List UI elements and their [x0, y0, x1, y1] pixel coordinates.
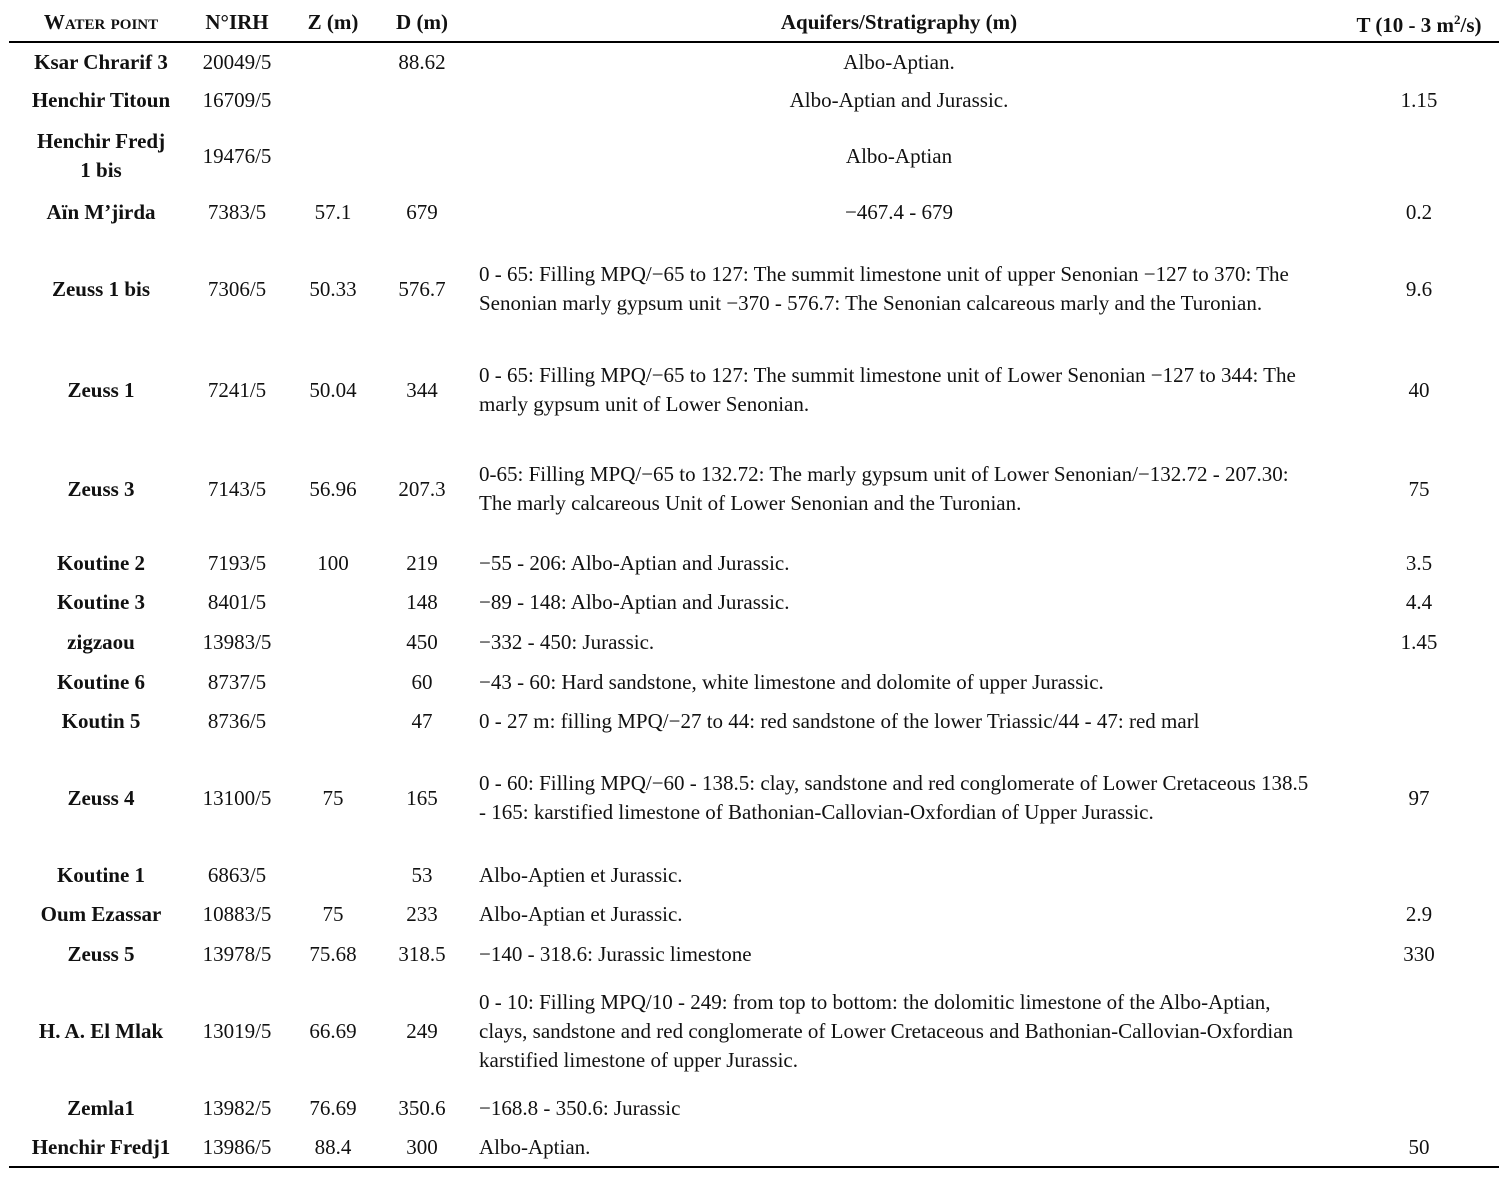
- aquifers-text: 0-65: Filling MPQ/−65 to 132.72: The marly gypsum unit of Lower Senonian/−132.72 - 207.30: The marly calcareous Unit of Lower Senonian and the Turonian.: [479, 462, 1289, 515]
- t-value: [1339, 120, 1499, 192]
- irh-number: 7306/5: [207, 276, 267, 301]
- aquifers-text: Albo-Aptian: [845, 143, 953, 168]
- d-value: 88.62: [398, 49, 446, 74]
- z-value: 50.04: [309, 377, 357, 402]
- table-row: [9, 1088, 1499, 1128]
- t-value: 3.5: [1405, 551, 1433, 575]
- table-row: [9, 934, 1499, 974]
- irh-number: 13982/5: [202, 1095, 272, 1120]
- irh-number: 7193/5: [207, 551, 267, 575]
- aquifers-text: 0 - 10: Filling MPQ/10 - 249: from top to bottom: the dolomitic limestone of the Albo-Aptian, clays, sandstone and red conglomerate of Lower Cretaceous and Bathonian-Callovian-Oxfordian karstified limestone of upper Jurassic.: [479, 989, 1294, 1072]
- water-point-name: Zeuss 5: [67, 941, 135, 966]
- t-value: 1.15: [1400, 88, 1438, 112]
- d-value: 233: [406, 902, 438, 926]
- aquifers-text: −43 - 60: Hard sandstone, white limestone and dolomite of upper Jurassic.: [479, 669, 1104, 694]
- header-water-point: Water point: [9, 4, 193, 42]
- z-value: [281, 42, 385, 81]
- table-row: [9, 120, 1499, 192]
- irh-number: 16709/5: [202, 88, 272, 112]
- d-value: 148: [406, 590, 438, 614]
- water-point-name: Zeuss 3: [67, 476, 135, 501]
- t-value: [1339, 1088, 1499, 1128]
- z-value: 57.1: [314, 199, 352, 224]
- aquifers-text: Albo-Aptian.: [459, 1128, 1339, 1167]
- header-d: D (m): [385, 4, 459, 42]
- irh-number: 13100/5: [202, 785, 272, 810]
- t-value: 40: [1408, 377, 1430, 402]
- t-value: 75: [1408, 476, 1430, 501]
- water-point-name: Ksar Chrarif 3: [34, 49, 168, 74]
- d-value: 300: [385, 1128, 459, 1167]
- t-value: 1.45: [1400, 629, 1438, 654]
- aquifers-text: −168.8 - 350.6: Jurassic: [479, 1095, 681, 1120]
- z-value: 88.4: [281, 1128, 385, 1167]
- d-value: 450: [406, 629, 438, 654]
- z-value: 75: [322, 785, 344, 810]
- table-row: [9, 1128, 1499, 1167]
- t-value: 330: [1403, 941, 1435, 966]
- water-point-name: Koutin 5: [61, 709, 141, 733]
- z-value: 75.68: [309, 941, 357, 966]
- z-value: [281, 583, 385, 622]
- water-point-name: Koutine 6: [56, 669, 146, 694]
- z-value: 100: [317, 551, 349, 575]
- header-z: Z (m): [281, 4, 385, 42]
- water-point-name: Henchir Fredj1: [9, 1128, 193, 1167]
- d-value: 249: [406, 1018, 438, 1043]
- d-value: 53: [411, 862, 433, 887]
- irh-number: 6863/5: [207, 862, 267, 887]
- z-value: 50.33: [309, 276, 357, 301]
- water-point-name: Aïn M’jirda: [46, 199, 156, 224]
- aquifers-text: Albo-Aptien et Jurassic.: [479, 862, 683, 887]
- table-row: [9, 544, 1499, 583]
- irh-number: 13983/5: [202, 629, 272, 654]
- t-value: 2.9: [1405, 902, 1433, 926]
- aquifers-text: −467.4 - 679: [844, 199, 954, 224]
- table-row: [9, 434, 1499, 544]
- d-value: 219: [406, 551, 438, 575]
- irh-number: 13978/5: [202, 941, 272, 966]
- irh-number: 19476/5: [202, 143, 272, 168]
- t-value: [1339, 42, 1499, 81]
- d-value: 350.6: [398, 1095, 446, 1120]
- z-value: 76.69: [309, 1095, 357, 1120]
- table-row: [9, 741, 1499, 855]
- aquifers-text: −332 - 450: Jurassic.: [479, 629, 655, 654]
- table-row: [9, 81, 1499, 120]
- water-point-name: H. A. El Mlak: [38, 1018, 164, 1043]
- t-value: [1339, 662, 1499, 702]
- d-value: [385, 81, 459, 120]
- aquifers-text: 0 - 27 m: filling MPQ/−27 to 44: red sandstone of the lower Triassic/44 - 47: red marl: [479, 709, 1200, 733]
- z-value: [281, 662, 385, 702]
- table-row: [9, 192, 1499, 232]
- aquifers-text: 0 - 65: Filling MPQ/−65 to 127: The summit limestone unit of upper Senonian −127 to 370: The Senonian marly gypsum unit −370 - 576.7: The Senonian calcareous marly and the Turonian.: [479, 262, 1289, 315]
- water-point-name: Zeuss 1: [67, 377, 135, 402]
- irh-number: 7383/5: [207, 199, 267, 224]
- z-value: [281, 622, 385, 662]
- header-t: [1339, 4, 1499, 42]
- header-irh: N°IRH: [193, 4, 281, 42]
- irh-number: 13019/5: [202, 1018, 272, 1043]
- water-point-name: Koutine 2: [56, 551, 146, 575]
- water-point-name: Zeuss 1 bis: [51, 276, 151, 301]
- z-value: 75: [322, 902, 344, 926]
- header-t-sup: 2: [1454, 12, 1461, 27]
- irh-number: 13986/5: [193, 1128, 281, 1167]
- irh-number: 20049/5: [202, 49, 272, 74]
- table-row: [9, 895, 1499, 934]
- aquifers-text: Albo-Aptian.: [843, 49, 955, 74]
- t-value: 97: [1408, 785, 1430, 810]
- irh-number: 10883/5: [202, 902, 272, 926]
- irh-number: 8736/5: [207, 709, 267, 733]
- aquifers-text: 0 - 65: Filling MPQ/−65 to 127: The summit limestone unit of Lower Senonian −127 to 344: The marly gypsum unit of Lower Senonian.: [479, 363, 1296, 416]
- d-value: 318.5: [398, 941, 446, 966]
- d-value: 165: [406, 785, 438, 810]
- water-points-table: [9, 4, 1499, 1168]
- water-point-name: Koutine 1: [56, 862, 146, 887]
- irh-number: 7143/5: [207, 476, 267, 501]
- irh-number: 8737/5: [207, 669, 267, 694]
- z-value: [281, 81, 385, 120]
- z-value: [281, 702, 385, 741]
- table-row: [9, 855, 1499, 895]
- t-value: 4.4: [1405, 590, 1433, 614]
- aquifers-text: −89 - 148: Albo-Aptian and Jurassic.: [479, 590, 790, 614]
- irh-number: 7241/5: [207, 377, 267, 402]
- z-value: [281, 855, 385, 895]
- t-value: 0.2: [1405, 199, 1433, 224]
- t-value: [1339, 855, 1499, 895]
- z-value: 66.69: [309, 1018, 357, 1043]
- header-aquifers: Aquifers/Stratigraphy (m): [459, 4, 1339, 42]
- water-point-name: Zeuss 4: [67, 785, 135, 810]
- header-row: [9, 4, 1499, 42]
- table-row: [9, 346, 1499, 434]
- water-point-name: Henchir Fredj 1 bis: [36, 129, 166, 182]
- t-value: [1339, 974, 1499, 1088]
- d-value: 60: [411, 669, 433, 694]
- d-value: 47: [411, 709, 433, 733]
- table-row: [9, 702, 1499, 741]
- table-row: [9, 232, 1499, 346]
- z-value: [281, 120, 385, 192]
- d-value: [385, 120, 459, 192]
- t-value: 9.6: [1405, 276, 1433, 301]
- water-point-name: Oum Ezassar: [40, 902, 162, 926]
- aquifers-text: −55 - 206: Albo-Aptian and Jurassic.: [479, 551, 790, 575]
- water-point-name: Zemla1: [67, 1095, 135, 1120]
- t-value: [1339, 702, 1499, 741]
- aquifers-text: 0 - 60: Filling MPQ/−60 - 138.5: clay, sandstone and red conglomerate of Lower Cretaceous 138.5 - 165: karstified limestone of Bathonian-Callovian-Oxfordian of Upper Jurassic.: [479, 771, 1309, 824]
- header-t-suffix: /s): [1460, 13, 1482, 37]
- irh-number: 8401/5: [207, 590, 267, 614]
- table-row: [9, 622, 1499, 662]
- aquifers-text: Albo-Aptian and Jurassic.: [789, 88, 1009, 112]
- d-value: 576.7: [398, 276, 446, 301]
- t-value: 50: [1339, 1128, 1499, 1167]
- header-t-prefix: T (10 - 3 m: [1356, 13, 1455, 37]
- table-row: [9, 583, 1499, 622]
- d-value: 207.3: [398, 476, 446, 501]
- table-row: [9, 42, 1499, 81]
- aquifers-text: −140 - 318.6: Jurassic limestone: [479, 941, 752, 966]
- z-value: 56.96: [309, 476, 357, 501]
- aquifers-text: Albo-Aptian et Jurassic.: [479, 902, 683, 926]
- table-row: [9, 662, 1499, 702]
- water-point-name: zigzaou: [67, 629, 135, 654]
- water-point-name: Koutine 3: [56, 590, 146, 614]
- table-row: [9, 974, 1499, 1088]
- d-value: 344: [406, 377, 438, 402]
- d-value: 679: [406, 199, 438, 224]
- water-point-name: Henchir Titoun: [31, 88, 171, 112]
